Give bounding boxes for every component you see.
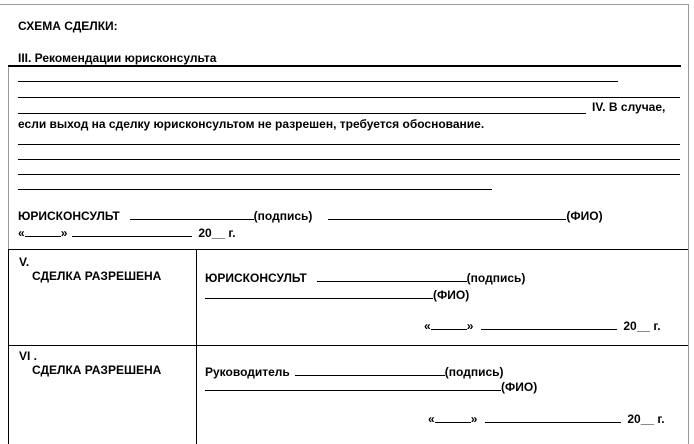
jurist-quote-open: « xyxy=(18,226,25,240)
row5-quote-close: » xyxy=(466,319,474,333)
justification-line-3[interactable] xyxy=(18,174,680,175)
frame-right-border xyxy=(688,4,689,444)
frame-top-border xyxy=(0,4,688,5)
jurist-month-field[interactable] xyxy=(72,224,192,237)
justification-line-1[interactable] xyxy=(18,144,680,145)
row5-fio-field[interactable] xyxy=(205,286,433,299)
row6-quote-close: » xyxy=(470,412,478,426)
recommendation-line-1[interactable] xyxy=(18,81,618,82)
jurist-date-row xyxy=(18,224,236,240)
row5-fio-row xyxy=(205,286,469,302)
row5-day-field[interactable] xyxy=(431,317,467,330)
row5-signature-label: (подпись) xyxy=(466,271,526,285)
row5-status: СДЕЛКА РАЗРЕШЕНА xyxy=(32,269,162,283)
row5-fio-label: (ФИО) xyxy=(433,288,470,302)
jurist-quote-close: » xyxy=(60,226,68,240)
row5-signature-row xyxy=(205,269,525,285)
row5-signature-field[interactable] xyxy=(317,269,467,282)
table-column-divider xyxy=(196,249,197,444)
table-top-border xyxy=(8,249,688,250)
justification-line-4[interactable] xyxy=(18,189,492,190)
row6-fio-row xyxy=(205,378,537,394)
row6-fio-field[interactable] xyxy=(205,378,501,391)
section-4-continuation: если выход на сделку юрисконсультом не разрешен, требуется обоснование. xyxy=(18,117,485,131)
section-4-label: IV. В случае, xyxy=(592,100,666,114)
jurist-role: ЮРИСКОНСУЛЬТ xyxy=(18,209,120,223)
table-left-border xyxy=(8,249,9,444)
row5-date-row xyxy=(424,317,661,333)
row6-day-field[interactable] xyxy=(435,410,471,423)
row6-number: VI . xyxy=(19,349,38,363)
row6-month-field[interactable] xyxy=(485,410,621,423)
table-row-divider xyxy=(8,345,688,346)
section-3-rule xyxy=(8,65,681,67)
row5-quote-open: « xyxy=(424,319,431,333)
jurist-signature-label: (подпись) xyxy=(253,209,313,223)
frame-left-border xyxy=(8,66,9,249)
document-heading: СХЕМА СДЕЛКИ: xyxy=(18,19,118,33)
jurist-signature-field[interactable] xyxy=(130,207,254,220)
row6-signature-label: (подпись) xyxy=(444,365,504,379)
row6-role: Руководитель xyxy=(205,365,290,379)
row5-month-field[interactable] xyxy=(481,317,617,330)
jurist-fio-field[interactable] xyxy=(328,207,566,220)
row6-year-field: 20__ г. xyxy=(627,412,665,426)
row6-quote-open: « xyxy=(428,412,435,426)
jurist-fio-label: (ФИО) xyxy=(566,209,603,223)
row5-role: ЮРИСКОНСУЛЬТ xyxy=(205,271,307,285)
row6-signature-field[interactable] xyxy=(295,363,445,376)
jurist-year-field: 20__ г. xyxy=(198,226,236,240)
justification-line-2[interactable] xyxy=(18,159,680,160)
recommendation-line-3[interactable] xyxy=(18,113,586,114)
section-3-title: III. Рекомендации юрисконсульта xyxy=(18,51,217,65)
row5-year-field: 20__ г. xyxy=(623,319,661,333)
row6-signature-row xyxy=(205,363,504,379)
row6-fio-label: (ФИО) xyxy=(501,380,538,394)
row5-number: V. xyxy=(19,255,30,269)
row6-date-row xyxy=(428,410,665,426)
row6-status: СДЕЛКА РАЗРЕШЕНА xyxy=(32,363,162,377)
recommendation-line-2[interactable] xyxy=(18,97,680,98)
jurist-signature-row xyxy=(18,207,603,223)
jurist-day-field[interactable] xyxy=(25,224,61,237)
